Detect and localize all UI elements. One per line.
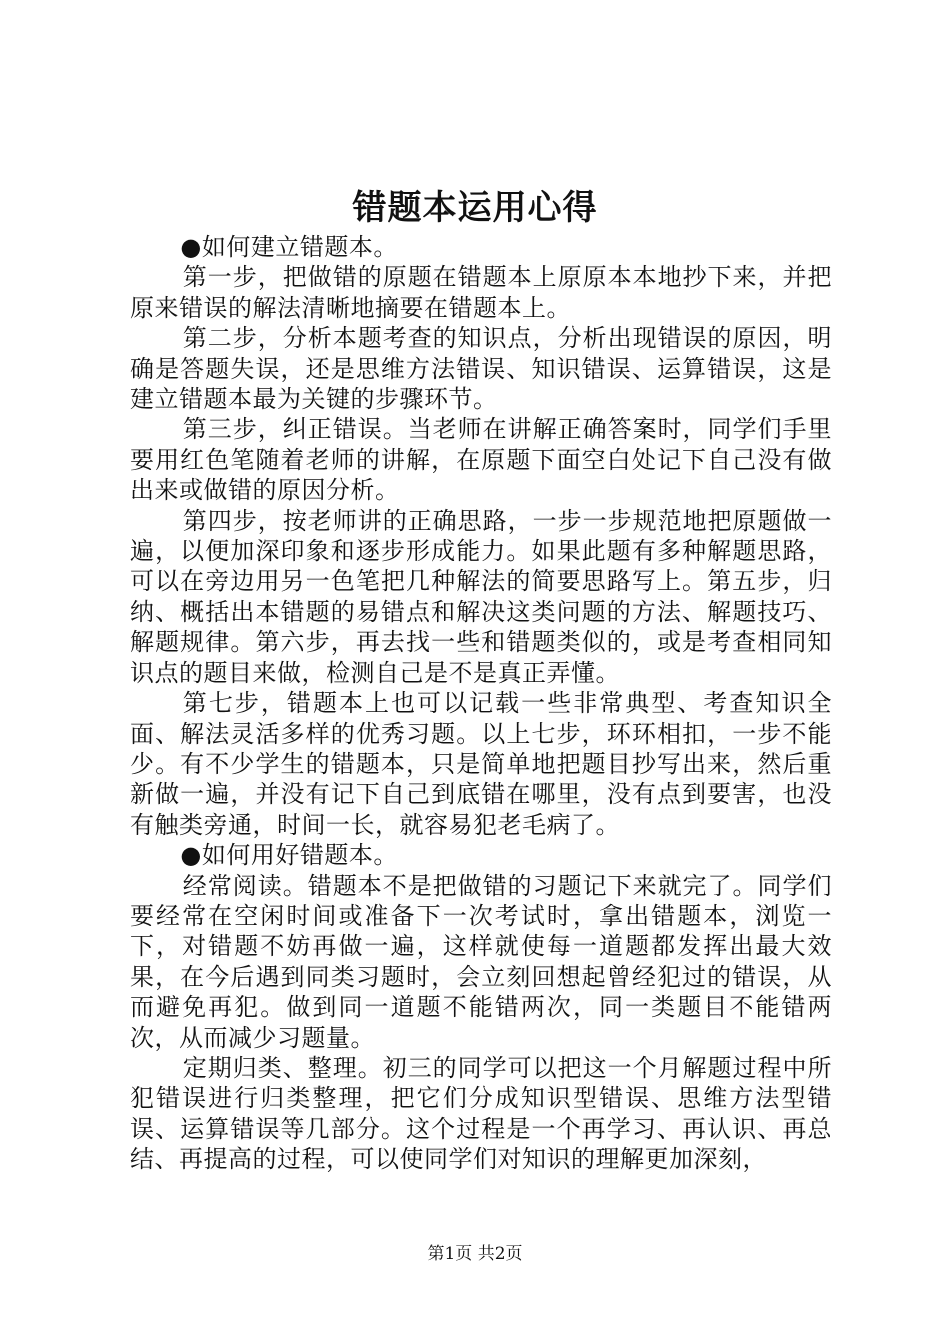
paragraph-step-2: 第二步，分析本题考查的知识点，分析出现错误的原因，明确是答题失误，还是思维方法错误、知识错误、运算错误，这是建立错题本最为关键的步骤环节。 <box>130 324 832 414</box>
paragraph-step-4-6: 第四步，按老师讲的正确思路，一步一步规范地把原题做一遍，以便加深印象和逐步形成能力。如果此题有多种解题思路，可以在旁边用另一色笔把几种解法的简要思路写上。第五步，归纳、概括出本错题的易错点和解决这类问题的方法、解题技巧、解题规律。第六步，再去找一些和错题类似的，或是考查相同知识点的题目来做，检测自己是不是真正弄懂。 <box>130 506 832 687</box>
paragraph-step-7: 第七步，错题本上也可以记载一些非常典型、考查知识全面、解法灵活多样的优秀习题。以上七步，环环相扣，一步不能少。有不少学生的错题本，只是简单地把题目抄写出来，然后重新做一遍，并没有记下自己到底错在哪里，没有点到要害，也没有触类旁通，时间一长，就容易犯老毛病了。 <box>130 689 832 839</box>
paragraph-step-3: 第三步，纠正错误。当老师在讲解正确答案时，同学们手里要用红色笔随着老师的讲解，在原题下面空白处记下自己没有做出来或做错的原因分析。 <box>130 415 832 505</box>
paragraph-step-1: 第一步，把做错的原题在错题本上原原本本地抄下来，并把原来错误的解法清晰地摘要在错题本上。 <box>130 263 832 322</box>
document-title: 错题本运用心得 <box>352 188 598 228</box>
document-body <box>130 232 832 1175</box>
page-number-footer: 第1页 共2页 <box>427 1244 523 1264</box>
section-heading-build: ●如何建立错题本。 <box>180 233 398 261</box>
paragraph-organize: 定期归类、整理。初三的同学可以把这一个月解题过程中所犯错误进行归类整理，把它们分成知识型错误、思维方法型错误、运算错误等几部分。这个过程是一个再学习、再认识、再总结、再提高的过程，可以使同学们对知识的理解更加深刻， <box>130 1053 832 1174</box>
paragraph-read-often: 经常阅读。错题本不是把做错的习题记下来就完了。同学们要经常在空闲时间或准备下一次考试时，拿出错题本，浏览一下，对错题不妨再做一遍，这样就使每一道题都发挥出最大效果，在今后遇到同类习题时，会立刻回想起曾经犯过的错误，从而避免再犯。做到同一道题不能错两次，同一类题目不能错两次，从而减少习题量。 <box>130 871 832 1052</box>
section-heading-use: ●如何用好错题本。 <box>180 841 398 870</box>
